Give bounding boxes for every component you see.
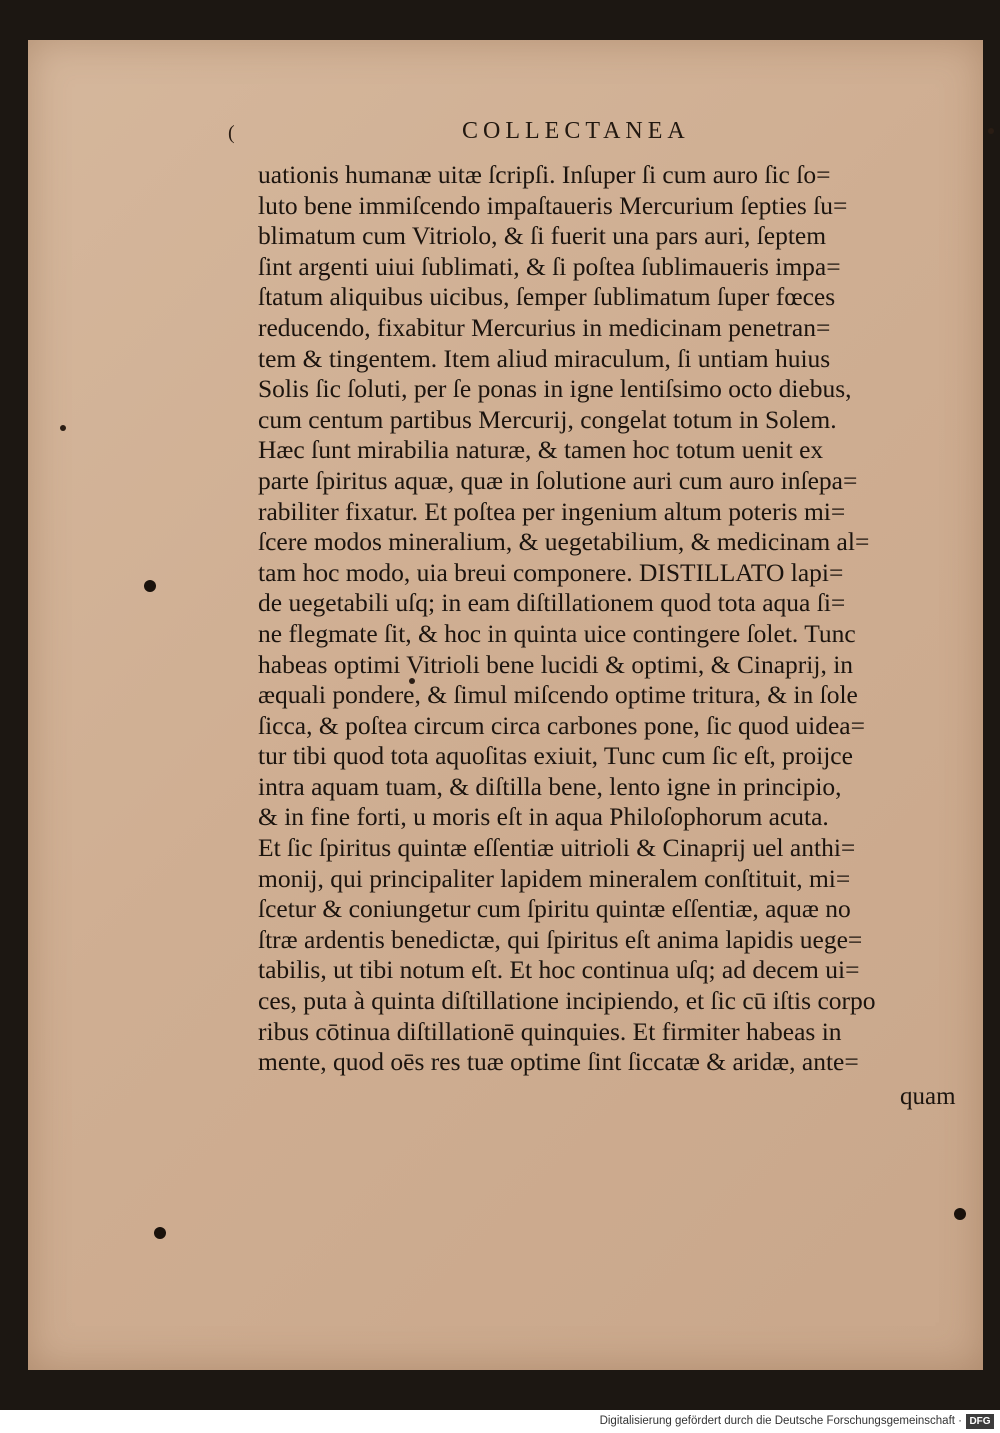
text-line: ne flegmate ſit, & hoc in quinta uice contingere ſolet. Tunc (258, 618, 856, 648)
text-line: ribus cōtinua diſtillationē quinquies. Et firmiter habeas in (258, 1016, 842, 1046)
text-line: ſicca, & poſtea circum circa carbones pone, ſic quod uidea= (258, 710, 865, 740)
catchword: quam (900, 1083, 956, 1110)
text-line: Hæc ſunt mirabilia naturæ, & tamen hoc totum uenit ex (258, 435, 824, 465)
text-line: luto bene immiſcendo impaſtaueris Mercurium ſepties ſu= (258, 190, 848, 220)
body-text (258, 160, 948, 1078)
text-line: & in fine forti, u moris eſt in aqua Philoſophorum acuta. (258, 802, 829, 832)
text-line: tam hoc modo, uia breui componere. DISTILLATO lapi= (258, 557, 844, 587)
text-line: ſcetur & coniungetur cum ſpiritu quintæ eſſentiæ, aquæ no (258, 894, 851, 924)
text-line: ſtræ ardentis benedictæ, qui ſpiritus eſt anima lapidis uege= (258, 924, 863, 954)
text-line: ces, puta à quinta diſtillatione incipiendo, et ſic cū iſtis corpo (258, 986, 876, 1016)
text-line: tabilis, ut tibi notum eſt. Et hoc continua uſq; ad decem ui= (258, 955, 860, 985)
text-line: de uegetabili uſq; in eam diſtillationem quod tota aqua ſi= (258, 588, 846, 618)
text-line: intra aquam tuam, & diſtilla bene, lento igne in principio, (258, 771, 842, 801)
running-head: COLLECTANEA (462, 118, 690, 144)
footer-bar (0, 1412, 1000, 1433)
text-line: tem & tingentem. Item aliud miraculum, ſi untiam huius (258, 343, 831, 373)
text-line: ſcere modos mineralium, & uegetabilium, & medicinam al= (258, 527, 870, 557)
header-mark: ( (228, 122, 235, 144)
text-line: uationis humanæ uitæ ſcripſi. Inſuper ſi cum auro ſic ſo= (258, 160, 831, 189)
text-line: ſint argenti uiui ſublimati, & ſi poſtea ſublimaueris impa= (258, 251, 841, 281)
margin-speck (60, 425, 66, 431)
text-line: cum centum partibus Mercurij, congelat totum in Solem. (258, 404, 837, 434)
text-line: reducendo, fixabitur Mercurius in medicinam penetran= (258, 312, 831, 342)
text-line: blimatum cum Vitriolo, & ſi fuerit una pars auri, ſeptem (258, 221, 827, 251)
binding-hole (154, 1227, 166, 1239)
text-line: ſtatum aliquibus uicibus, ſemper ſublimatum ſuper fœces (258, 282, 836, 312)
text-line: rabiliter fixatur. Et poſtea per ingenium altum poteris mi= (258, 496, 846, 526)
text-line: æquali pondere, & ſimul miſcendo optime tritura, & in ſole (258, 680, 858, 710)
dfg-logo: DFG (966, 1414, 994, 1429)
text-line: parte ſpiritus aquæ, quæ in ſolutione auri cum auro inſepa= (258, 465, 858, 495)
text-line: tur tibi quod tota aquoſitas exiuit, Tunc cum ſic eſt, proijce (258, 741, 853, 771)
margin-speck (988, 128, 994, 134)
binding-hole (954, 1208, 966, 1220)
text-line: Solis ſic ſoluti, per ſe ponas in igne lentiſsimo octo diebus, (258, 374, 852, 404)
text-line: Et ſic ſpiritus quintæ eſſentiæ uitrioli & Cinaprij uel anthi= (258, 833, 856, 863)
text-line: habeas optimi Vitrioli bene lucidi & optimi, & Cinaprij, in (258, 649, 854, 679)
text-line: monij, qui principaliter lapidem mineralem conſtituit, mi= (258, 863, 851, 893)
funding-credit: Digitalisierung gefördert durch die Deutsche Forschungsgemeinschaft · (599, 1415, 962, 1427)
text-line: mente, quod oēs res tuæ optime ſint ſiccatæ & aridæ, ante= (258, 1047, 859, 1077)
binding-hole (144, 580, 156, 592)
